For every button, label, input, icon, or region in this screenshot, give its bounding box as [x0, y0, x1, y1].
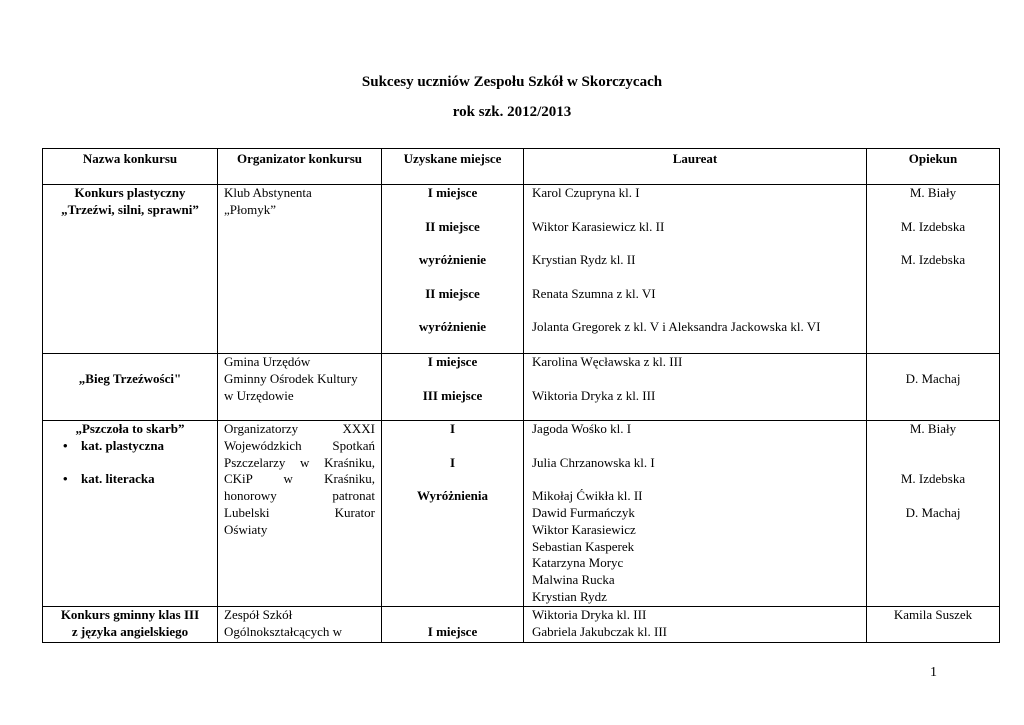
competition-name-cell	[43, 607, 218, 643]
laureate-line	[532, 202, 866, 219]
guardian-line	[867, 354, 999, 371]
guardian-cell	[867, 354, 1000, 421]
competition-name-line: Konkurs gminny klas III	[60, 607, 200, 622]
organizer-line: w Urzędowie	[224, 387, 294, 403]
guardian-line: Kamila Suszek	[893, 607, 973, 622]
place-line	[382, 438, 523, 455]
organizer-line: „Płomyk”	[224, 201, 276, 217]
place-line	[382, 303, 523, 320]
competition-name-line: „Trzeźwi, silni, sprawni”	[61, 201, 199, 217]
laureate-line: Julia Chrzanowska kl. I	[532, 454, 655, 470]
laureate-line: Wiktor Karasiewicz	[532, 521, 636, 537]
organizer-line: Zespół Szkół	[224, 607, 293, 622]
competition-name-line: z języka angielskiego	[71, 623, 189, 639]
guardian-line	[867, 455, 999, 472]
laureate-cell	[524, 354, 867, 421]
guardian-cell	[867, 607, 1000, 643]
category-spacer	[43, 455, 217, 472]
guardian-line	[867, 438, 999, 455]
place-line: I	[449, 454, 456, 470]
laureate-cell	[524, 421, 867, 607]
table-row	[43, 354, 1000, 421]
organizer-cell	[218, 607, 382, 643]
guardian-cell	[867, 185, 1000, 354]
page-number: 1	[930, 665, 937, 680]
guardian-line	[867, 202, 999, 219]
place-line: I miejsce	[427, 354, 478, 369]
competition-name-line: Konkurs plastyczny	[74, 185, 186, 200]
organizer-line: honorowy patronat	[224, 488, 375, 504]
place-line	[382, 202, 523, 219]
competition-name-line	[43, 354, 217, 371]
competition-name-line: „Bieg Trzeźwości"	[78, 370, 182, 386]
laureate-line: Krystian Rydz	[532, 588, 607, 604]
place-line	[382, 269, 523, 286]
header-guardian: Opiekun	[867, 149, 1000, 185]
organizer-line: Pszczelarzy w Kraśniku,	[224, 454, 375, 470]
place-line: II miejsce	[425, 285, 480, 301]
laureate-line	[532, 269, 866, 286]
guardian-line: M. Izdebska	[900, 218, 966, 234]
competition-name-cell	[43, 421, 218, 607]
laureate-cell	[524, 607, 867, 643]
laureate-line: Jagoda Wośko kl. I	[532, 421, 632, 436]
guardian-line: M. Biały	[909, 185, 957, 200]
competition-name-line: „Pszczoła to skarb”	[75, 421, 185, 436]
laureate-line	[532, 371, 866, 388]
guardian-line: M. Biały	[909, 421, 957, 436]
laureate-line: Karol Czupryna kl. I	[532, 185, 640, 200]
header-place: Uzyskane miejsce	[382, 149, 524, 185]
laureate-line: Karolina Węcławska z kl. III	[532, 354, 683, 369]
guardian-line	[867, 235, 999, 252]
place-line	[382, 471, 523, 488]
laureate-line: Wiktoria Dryka z kl. III	[532, 387, 656, 403]
place-line: I miejsce	[427, 185, 478, 200]
place-line: wyróżnienie	[418, 319, 487, 335]
guardian-line: M. Izdebska	[900, 252, 966, 268]
place-line: II miejsce	[425, 218, 480, 234]
organizer-line: CKiP w Kraśniku,	[224, 471, 375, 487]
school-year: rok szk. 2012/2013	[452, 104, 572, 120]
laureate-line: Gabriela Jakubczak kl. III	[532, 623, 667, 639]
document-title: Sukcesy uczniów Zespołu Szkół w Skorczycach	[361, 74, 663, 90]
organizer-line: Ogólnokształcących w	[224, 623, 343, 639]
organizer-line: Wojewódzkich Spotkań	[224, 437, 375, 453]
organizer-line: Oświaty	[224, 521, 268, 537]
table-row	[43, 607, 1000, 643]
category-label: kat. literacka	[81, 471, 155, 487]
guardian-line: D. Machaj	[905, 370, 961, 386]
laureate-cell	[524, 185, 867, 354]
competition-name-cell	[43, 185, 218, 354]
guardian-line: D. Machaj	[905, 504, 961, 520]
laureate-line	[532, 471, 866, 488]
organizer-cell	[218, 354, 382, 421]
organizer-line: Klub Abstynenta	[224, 185, 312, 200]
laureate-line: Krystian Rydz kl. II	[532, 252, 636, 268]
category-bullet	[43, 471, 217, 488]
laureate-line: Katarzyna Moryc	[532, 555, 624, 571]
laureate-line: Jolanta Gregorek z kl. V i Aleksandra Jackowska kl. VI	[532, 319, 821, 335]
bullet-icon: •	[63, 437, 68, 453]
place-line: III miejsce	[422, 387, 483, 403]
laureate-line	[532, 438, 866, 455]
table-header-row	[43, 149, 1000, 185]
laureate-line	[532, 303, 866, 320]
category-bullet	[43, 438, 217, 455]
table-row	[43, 421, 1000, 607]
place-line: I	[449, 421, 456, 436]
place-cell	[382, 421, 524, 607]
laureate-line: Sebastian Kasperek	[532, 538, 635, 554]
header-laureate: Laureat	[524, 149, 867, 185]
guardian-line: M. Izdebska	[900, 471, 966, 487]
place-line	[382, 371, 523, 388]
guardian-line	[867, 488, 999, 505]
laureate-line: Wiktoria Dryka kl. III	[532, 607, 647, 622]
organizer-cell	[218, 185, 382, 354]
organizer-line: Organizatorzy XXXI	[224, 421, 375, 436]
achievements-table	[42, 148, 1000, 643]
table-row	[43, 185, 1000, 354]
header-organizer: Organizator konkursu	[218, 149, 382, 185]
category-label: kat. plastyczna	[81, 437, 165, 453]
organizer-cell	[218, 421, 382, 607]
laureate-line: Dawid Furmańczyk	[532, 504, 635, 520]
place-cell	[382, 354, 524, 421]
place-line: Wyróżnienia	[416, 488, 488, 504]
bullet-icon: •	[63, 471, 68, 487]
place-line: wyróżnienie	[418, 252, 487, 268]
place-line: I miejsce	[427, 623, 478, 639]
organizer-line: Lubelski Kurator	[224, 504, 375, 520]
place-line	[382, 235, 523, 252]
place-cell	[382, 185, 524, 354]
laureate-line: Mikołaj Ćwikła kl. II	[532, 488, 643, 504]
header-competition-name: Nazwa konkursu	[43, 149, 218, 185]
organizer-line: Gminny Ośrodek Kultury	[224, 370, 358, 386]
place-cell	[382, 607, 524, 643]
competition-name-cell	[43, 354, 218, 421]
laureate-line: Malwina Rucka	[532, 572, 615, 588]
organizer-line: Gmina Urzędów	[224, 354, 311, 369]
place-line	[382, 607, 523, 624]
laureate-line	[532, 235, 866, 252]
guardian-cell	[867, 421, 1000, 607]
laureate-line: Wiktor Karasiewicz kl. II	[532, 218, 665, 234]
laureate-line: Renata Szumna z kl. VI	[532, 285, 656, 301]
